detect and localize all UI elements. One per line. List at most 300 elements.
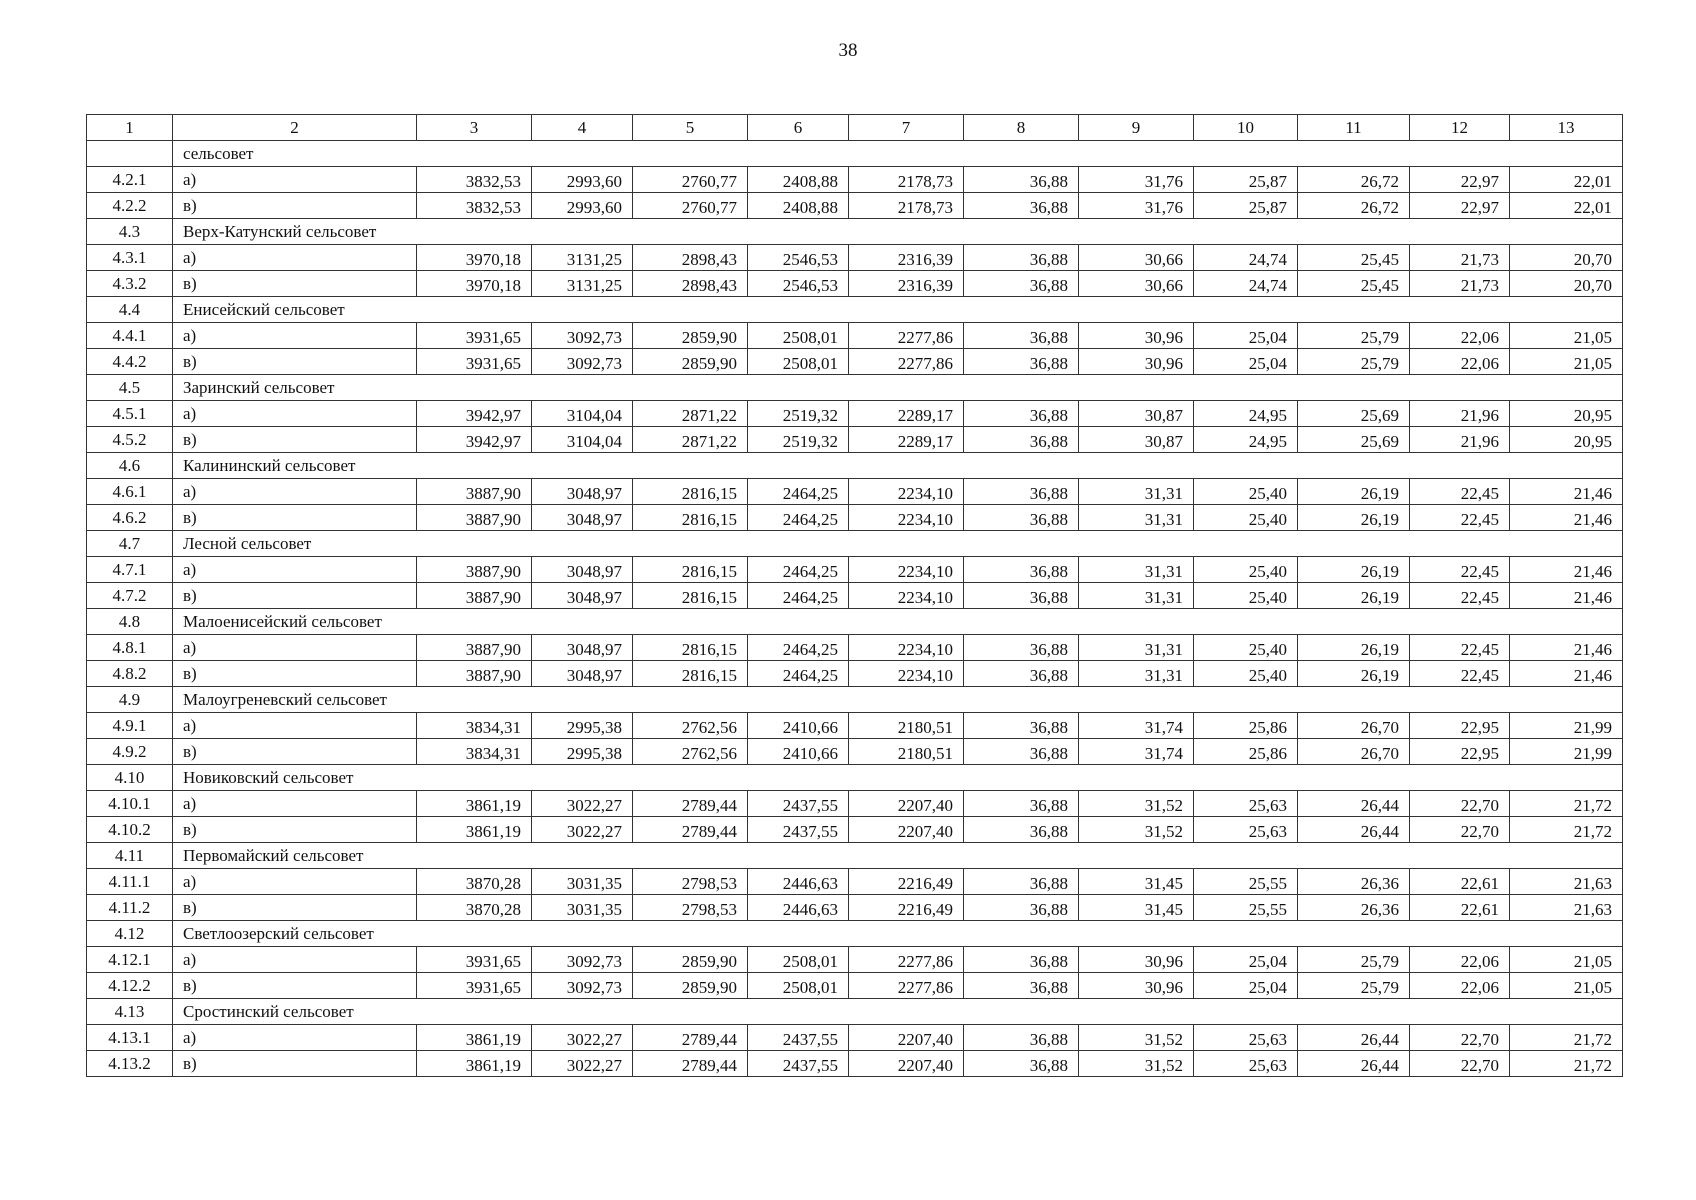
value-cell: 22,06 bbox=[1410, 947, 1510, 973]
value-cell: 2437,55 bbox=[748, 791, 849, 817]
section-name: Малоенисейский сельсовет bbox=[173, 609, 1623, 635]
value-cell: 25,86 bbox=[1194, 739, 1298, 765]
value-cell: 26,44 bbox=[1298, 1025, 1410, 1051]
value-cell: 25,87 bbox=[1194, 167, 1298, 193]
section-code bbox=[87, 141, 173, 167]
section-code: 4.10 bbox=[87, 765, 173, 791]
section-code: 4.4 bbox=[87, 297, 173, 323]
table-row bbox=[87, 271, 1623, 297]
column-number-header: 10 bbox=[1194, 115, 1298, 141]
value-cell: 2898,43 bbox=[633, 245, 748, 271]
section-row bbox=[87, 297, 1623, 323]
table-row bbox=[87, 323, 1623, 349]
section-name: Сростинский сельсовет bbox=[173, 999, 1623, 1025]
value-cell: 3048,97 bbox=[532, 505, 633, 531]
value-cell: 3048,97 bbox=[532, 479, 633, 505]
section-row bbox=[87, 219, 1623, 245]
value-cell: 22,70 bbox=[1410, 791, 1510, 817]
value-cell: 2816,15 bbox=[633, 635, 748, 661]
value-cell: 24,95 bbox=[1194, 401, 1298, 427]
value-cell: 30,96 bbox=[1079, 349, 1194, 375]
section-name: Енисейский сельсовет bbox=[173, 297, 1623, 323]
value-cell: 3887,90 bbox=[417, 583, 532, 609]
value-cell: 2408,88 bbox=[748, 193, 849, 219]
value-cell: 26,44 bbox=[1298, 1051, 1410, 1077]
value-cell: 21,73 bbox=[1410, 245, 1510, 271]
page-number: 38 bbox=[838, 40, 858, 61]
value-cell: 21,96 bbox=[1410, 401, 1510, 427]
value-cell: 22,45 bbox=[1410, 635, 1510, 661]
row-label: а) bbox=[173, 635, 417, 661]
section-row bbox=[87, 999, 1623, 1025]
value-cell: 2316,39 bbox=[849, 245, 964, 271]
value-cell: 26,19 bbox=[1298, 505, 1410, 531]
value-cell: 25,55 bbox=[1194, 895, 1298, 921]
value-cell: 36,88 bbox=[964, 791, 1079, 817]
value-cell: 24,74 bbox=[1194, 271, 1298, 297]
value-cell: 21,05 bbox=[1510, 947, 1623, 973]
row-code: 4.6.1 bbox=[87, 479, 173, 505]
value-cell: 2508,01 bbox=[748, 349, 849, 375]
value-cell: 2410,66 bbox=[748, 739, 849, 765]
value-cell: 31,31 bbox=[1079, 479, 1194, 505]
value-cell: 36,88 bbox=[964, 661, 1079, 687]
value-cell: 2207,40 bbox=[849, 791, 964, 817]
value-cell: 20,95 bbox=[1510, 401, 1623, 427]
value-cell: 20,70 bbox=[1510, 245, 1623, 271]
column-number-header: 5 bbox=[633, 115, 748, 141]
value-cell: 2816,15 bbox=[633, 557, 748, 583]
value-cell: 26,19 bbox=[1298, 635, 1410, 661]
value-cell: 26,70 bbox=[1298, 713, 1410, 739]
value-cell: 3931,65 bbox=[417, 323, 532, 349]
value-cell: 36,88 bbox=[964, 739, 1079, 765]
value-cell: 2760,77 bbox=[633, 167, 748, 193]
value-cell: 22,06 bbox=[1410, 323, 1510, 349]
row-code: 4.11.1 bbox=[87, 869, 173, 895]
value-cell: 22,70 bbox=[1410, 817, 1510, 843]
value-cell: 22,45 bbox=[1410, 661, 1510, 687]
value-cell: 26,36 bbox=[1298, 895, 1410, 921]
value-cell: 2859,90 bbox=[633, 973, 748, 999]
row-code: 4.12.2 bbox=[87, 973, 173, 999]
row-label: а) bbox=[173, 557, 417, 583]
value-cell: 3931,65 bbox=[417, 349, 532, 375]
value-cell: 30,87 bbox=[1079, 427, 1194, 453]
value-cell: 2207,40 bbox=[849, 1025, 964, 1051]
value-cell: 31,74 bbox=[1079, 713, 1194, 739]
value-cell: 26,19 bbox=[1298, 583, 1410, 609]
table-row bbox=[87, 167, 1623, 193]
value-cell: 2519,32 bbox=[748, 427, 849, 453]
value-cell: 2508,01 bbox=[748, 973, 849, 999]
value-cell: 21,72 bbox=[1510, 1051, 1623, 1077]
value-cell: 2816,15 bbox=[633, 505, 748, 531]
value-cell: 2546,53 bbox=[748, 245, 849, 271]
value-cell: 22,97 bbox=[1410, 193, 1510, 219]
section-name: Новиковский сельсовет bbox=[173, 765, 1623, 791]
value-cell: 2207,40 bbox=[849, 1051, 964, 1077]
value-cell: 3887,90 bbox=[417, 557, 532, 583]
value-cell: 3048,97 bbox=[532, 557, 633, 583]
value-cell: 3942,97 bbox=[417, 427, 532, 453]
value-cell: 21,73 bbox=[1410, 271, 1510, 297]
section-name: Верх-Катунский сельсовет bbox=[173, 219, 1623, 245]
table-row bbox=[87, 505, 1623, 531]
row-label: в) bbox=[173, 349, 417, 375]
section-row bbox=[87, 921, 1623, 947]
value-cell: 3970,18 bbox=[417, 271, 532, 297]
section-name: Малоугреневский сельсовет bbox=[173, 687, 1623, 713]
value-cell: 25,79 bbox=[1298, 349, 1410, 375]
row-code: 4.7.1 bbox=[87, 557, 173, 583]
value-cell: 25,79 bbox=[1298, 947, 1410, 973]
value-cell: 3887,90 bbox=[417, 635, 532, 661]
row-code: 4.8.2 bbox=[87, 661, 173, 687]
value-cell: 3870,28 bbox=[417, 869, 532, 895]
value-cell: 2234,10 bbox=[849, 583, 964, 609]
value-cell: 25,79 bbox=[1298, 323, 1410, 349]
value-cell: 36,88 bbox=[964, 557, 1079, 583]
value-cell: 2234,10 bbox=[849, 557, 964, 583]
value-cell: 2289,17 bbox=[849, 401, 964, 427]
value-cell: 2871,22 bbox=[633, 427, 748, 453]
value-cell: 21,46 bbox=[1510, 557, 1623, 583]
header-row bbox=[87, 115, 1623, 141]
value-cell: 36,88 bbox=[964, 323, 1079, 349]
table-row bbox=[87, 947, 1623, 973]
row-label: а) bbox=[173, 323, 417, 349]
value-cell: 2277,86 bbox=[849, 947, 964, 973]
value-cell: 2464,25 bbox=[748, 505, 849, 531]
value-cell: 3834,31 bbox=[417, 713, 532, 739]
value-cell: 2446,63 bbox=[748, 869, 849, 895]
row-label: а) bbox=[173, 479, 417, 505]
value-cell: 3870,28 bbox=[417, 895, 532, 921]
row-code: 4.5.1 bbox=[87, 401, 173, 427]
value-cell: 2798,53 bbox=[633, 895, 748, 921]
value-cell: 26,70 bbox=[1298, 739, 1410, 765]
section-row bbox=[87, 453, 1623, 479]
value-cell: 3131,25 bbox=[532, 271, 633, 297]
value-cell: 36,88 bbox=[964, 973, 1079, 999]
value-cell: 25,45 bbox=[1298, 245, 1410, 271]
value-cell: 26,72 bbox=[1298, 167, 1410, 193]
value-cell: 2816,15 bbox=[633, 583, 748, 609]
value-cell: 3832,53 bbox=[417, 193, 532, 219]
value-cell: 2180,51 bbox=[849, 713, 964, 739]
table-row bbox=[87, 869, 1623, 895]
value-cell: 31,76 bbox=[1079, 193, 1194, 219]
value-cell: 22,61 bbox=[1410, 869, 1510, 895]
value-cell: 36,88 bbox=[964, 635, 1079, 661]
row-label: а) bbox=[173, 1025, 417, 1051]
value-cell: 31,74 bbox=[1079, 739, 1194, 765]
section-code: 4.13 bbox=[87, 999, 173, 1025]
row-code: 4.6.2 bbox=[87, 505, 173, 531]
table-row bbox=[87, 349, 1623, 375]
row-code: 4.4.2 bbox=[87, 349, 173, 375]
value-cell: 3022,27 bbox=[532, 1051, 633, 1077]
value-cell: 2410,66 bbox=[748, 713, 849, 739]
value-cell: 3887,90 bbox=[417, 661, 532, 687]
value-cell: 3022,27 bbox=[532, 791, 633, 817]
value-cell: 3048,97 bbox=[532, 635, 633, 661]
value-cell: 36,88 bbox=[964, 895, 1079, 921]
section-name: Заринский сельсовет bbox=[173, 375, 1623, 401]
value-cell: 36,88 bbox=[964, 167, 1079, 193]
value-cell: 36,88 bbox=[964, 505, 1079, 531]
value-cell: 2464,25 bbox=[748, 661, 849, 687]
value-cell: 36,88 bbox=[964, 817, 1079, 843]
value-cell: 31,76 bbox=[1079, 167, 1194, 193]
value-cell: 3832,53 bbox=[417, 167, 532, 193]
value-cell: 25,45 bbox=[1298, 271, 1410, 297]
table-row bbox=[87, 245, 1623, 271]
value-cell: 25,40 bbox=[1194, 661, 1298, 687]
value-cell: 3861,19 bbox=[417, 791, 532, 817]
value-cell: 2898,43 bbox=[633, 271, 748, 297]
value-cell: 25,40 bbox=[1194, 635, 1298, 661]
value-cell: 21,99 bbox=[1510, 739, 1623, 765]
value-cell: 2316,39 bbox=[849, 271, 964, 297]
value-cell: 31,52 bbox=[1079, 817, 1194, 843]
value-cell: 26,44 bbox=[1298, 791, 1410, 817]
row-label: в) bbox=[173, 1051, 417, 1077]
section-code: 4.5 bbox=[87, 375, 173, 401]
row-code: 4.13.2 bbox=[87, 1051, 173, 1077]
value-cell: 31,45 bbox=[1079, 869, 1194, 895]
row-code: 4.2.2 bbox=[87, 193, 173, 219]
value-cell: 30,66 bbox=[1079, 245, 1194, 271]
value-cell: 26,72 bbox=[1298, 193, 1410, 219]
section-code: 4.12 bbox=[87, 921, 173, 947]
value-cell: 3887,90 bbox=[417, 479, 532, 505]
value-cell: 3834,31 bbox=[417, 739, 532, 765]
table-row bbox=[87, 427, 1623, 453]
value-cell: 25,04 bbox=[1194, 947, 1298, 973]
value-cell: 31,31 bbox=[1079, 661, 1194, 687]
value-cell: 2289,17 bbox=[849, 427, 964, 453]
value-cell: 2464,25 bbox=[748, 635, 849, 661]
table-row bbox=[87, 895, 1623, 921]
column-number-header: 8 bbox=[964, 115, 1079, 141]
row-code: 4.9.1 bbox=[87, 713, 173, 739]
value-cell: 2995,38 bbox=[532, 739, 633, 765]
value-cell: 25,40 bbox=[1194, 505, 1298, 531]
value-cell: 2859,90 bbox=[633, 947, 748, 973]
value-cell: 2859,90 bbox=[633, 323, 748, 349]
row-label: а) bbox=[173, 791, 417, 817]
value-cell: 3048,97 bbox=[532, 661, 633, 687]
value-cell: 31,52 bbox=[1079, 791, 1194, 817]
column-number-header: 2 bbox=[173, 115, 417, 141]
row-code: 4.11.2 bbox=[87, 895, 173, 921]
table-row bbox=[87, 739, 1623, 765]
value-cell: 2178,73 bbox=[849, 193, 964, 219]
section-name: Калининский сельсовет bbox=[173, 453, 1623, 479]
row-label: в) bbox=[173, 427, 417, 453]
value-cell: 31,45 bbox=[1079, 895, 1194, 921]
section-name: сельсовет bbox=[173, 141, 1623, 167]
value-cell: 2508,01 bbox=[748, 947, 849, 973]
value-cell: 30,96 bbox=[1079, 323, 1194, 349]
row-code: 4.10.2 bbox=[87, 817, 173, 843]
row-label: а) bbox=[173, 245, 417, 271]
value-cell: 30,96 bbox=[1079, 973, 1194, 999]
value-cell: 2871,22 bbox=[633, 401, 748, 427]
value-cell: 3861,19 bbox=[417, 817, 532, 843]
column-number-header: 3 bbox=[417, 115, 532, 141]
value-cell: 3104,04 bbox=[532, 427, 633, 453]
value-cell: 22,45 bbox=[1410, 505, 1510, 531]
value-cell: 2816,15 bbox=[633, 661, 748, 687]
value-cell: 21,46 bbox=[1510, 635, 1623, 661]
value-cell: 2234,10 bbox=[849, 661, 964, 687]
value-cell: 25,87 bbox=[1194, 193, 1298, 219]
value-cell: 36,88 bbox=[964, 1051, 1079, 1077]
value-cell: 3887,90 bbox=[417, 505, 532, 531]
tariff-table bbox=[86, 114, 1623, 1077]
value-cell: 22,01 bbox=[1510, 167, 1623, 193]
row-label: в) bbox=[173, 739, 417, 765]
value-cell: 2762,56 bbox=[633, 713, 748, 739]
section-name: Светлоозерский сельсовет bbox=[173, 921, 1623, 947]
value-cell: 3048,97 bbox=[532, 583, 633, 609]
table-row bbox=[87, 479, 1623, 505]
value-cell: 36,88 bbox=[964, 271, 1079, 297]
value-cell: 2995,38 bbox=[532, 713, 633, 739]
row-label: а) bbox=[173, 713, 417, 739]
value-cell: 21,05 bbox=[1510, 973, 1623, 999]
value-cell: 2446,63 bbox=[748, 895, 849, 921]
value-cell: 2789,44 bbox=[633, 1025, 748, 1051]
value-cell: 26,19 bbox=[1298, 661, 1410, 687]
table-row bbox=[87, 661, 1623, 687]
value-cell: 2760,77 bbox=[633, 193, 748, 219]
value-cell: 31,31 bbox=[1079, 635, 1194, 661]
value-cell: 21,72 bbox=[1510, 817, 1623, 843]
section-row bbox=[87, 609, 1623, 635]
value-cell: 36,88 bbox=[964, 479, 1079, 505]
value-cell: 2798,53 bbox=[633, 869, 748, 895]
value-cell: 2519,32 bbox=[748, 401, 849, 427]
table-row bbox=[87, 1051, 1623, 1077]
value-cell: 30,87 bbox=[1079, 401, 1194, 427]
value-cell: 22,01 bbox=[1510, 193, 1623, 219]
value-cell: 2508,01 bbox=[748, 323, 849, 349]
value-cell: 25,79 bbox=[1298, 973, 1410, 999]
value-cell: 22,45 bbox=[1410, 479, 1510, 505]
value-cell: 24,95 bbox=[1194, 427, 1298, 453]
section-code: 4.9 bbox=[87, 687, 173, 713]
value-cell: 2762,56 bbox=[633, 739, 748, 765]
table-row bbox=[87, 1025, 1623, 1051]
value-cell: 3022,27 bbox=[532, 817, 633, 843]
value-cell: 25,40 bbox=[1194, 557, 1298, 583]
value-cell: 31,31 bbox=[1079, 583, 1194, 609]
value-cell: 2234,10 bbox=[849, 505, 964, 531]
table-row bbox=[87, 401, 1623, 427]
section-code: 4.8 bbox=[87, 609, 173, 635]
value-cell: 3104,04 bbox=[532, 401, 633, 427]
row-label: в) bbox=[173, 973, 417, 999]
value-cell: 36,88 bbox=[964, 583, 1079, 609]
value-cell: 3022,27 bbox=[532, 1025, 633, 1051]
value-cell: 2234,10 bbox=[849, 635, 964, 661]
row-code: 4.8.1 bbox=[87, 635, 173, 661]
value-cell: 25,69 bbox=[1298, 401, 1410, 427]
value-cell: 25,63 bbox=[1194, 791, 1298, 817]
column-number-header: 11 bbox=[1298, 115, 1410, 141]
value-cell: 2993,60 bbox=[532, 167, 633, 193]
column-number-header: 9 bbox=[1079, 115, 1194, 141]
table-row bbox=[87, 791, 1623, 817]
value-cell: 22,70 bbox=[1410, 1025, 1510, 1051]
value-cell: 2437,55 bbox=[748, 1051, 849, 1077]
value-cell: 21,05 bbox=[1510, 323, 1623, 349]
section-name: Лесной сельсовет bbox=[173, 531, 1623, 557]
value-cell: 31,52 bbox=[1079, 1051, 1194, 1077]
value-cell: 2993,60 bbox=[532, 193, 633, 219]
row-code: 4.3.2 bbox=[87, 271, 173, 297]
value-cell: 2464,25 bbox=[748, 479, 849, 505]
row-code: 4.13.1 bbox=[87, 1025, 173, 1051]
value-cell: 3942,97 bbox=[417, 401, 532, 427]
value-cell: 2207,40 bbox=[849, 817, 964, 843]
value-cell: 3861,19 bbox=[417, 1025, 532, 1051]
value-cell: 36,88 bbox=[964, 245, 1079, 271]
value-cell: 22,45 bbox=[1410, 583, 1510, 609]
value-cell: 25,04 bbox=[1194, 349, 1298, 375]
row-code: 4.7.2 bbox=[87, 583, 173, 609]
value-cell: 22,97 bbox=[1410, 167, 1510, 193]
value-cell: 24,74 bbox=[1194, 245, 1298, 271]
row-label: а) bbox=[173, 167, 417, 193]
value-cell: 2464,25 bbox=[748, 583, 849, 609]
value-cell: 21,46 bbox=[1510, 479, 1623, 505]
section-row bbox=[87, 765, 1623, 791]
value-cell: 2408,88 bbox=[748, 167, 849, 193]
value-cell: 26,44 bbox=[1298, 817, 1410, 843]
row-label: а) bbox=[173, 947, 417, 973]
row-label: в) bbox=[173, 895, 417, 921]
value-cell: 25,63 bbox=[1194, 817, 1298, 843]
value-cell: 3092,73 bbox=[532, 349, 633, 375]
value-cell: 21,63 bbox=[1510, 869, 1623, 895]
section-row bbox=[87, 375, 1623, 401]
table-row bbox=[87, 817, 1623, 843]
table-row bbox=[87, 557, 1623, 583]
value-cell: 36,88 bbox=[964, 869, 1079, 895]
value-cell: 25,63 bbox=[1194, 1025, 1298, 1051]
value-cell: 2546,53 bbox=[748, 271, 849, 297]
value-cell: 22,06 bbox=[1410, 973, 1510, 999]
value-cell: 3931,65 bbox=[417, 973, 532, 999]
value-cell: 22,95 bbox=[1410, 713, 1510, 739]
value-cell: 36,88 bbox=[964, 947, 1079, 973]
value-cell: 2277,86 bbox=[849, 973, 964, 999]
value-cell: 36,88 bbox=[964, 713, 1079, 739]
value-cell: 21,72 bbox=[1510, 1025, 1623, 1051]
value-cell: 25,40 bbox=[1194, 479, 1298, 505]
value-cell: 31,31 bbox=[1079, 557, 1194, 583]
value-cell: 25,55 bbox=[1194, 869, 1298, 895]
value-cell: 36,88 bbox=[964, 1025, 1079, 1051]
column-number-header: 4 bbox=[532, 115, 633, 141]
row-code: 4.3.1 bbox=[87, 245, 173, 271]
value-cell: 2789,44 bbox=[633, 817, 748, 843]
